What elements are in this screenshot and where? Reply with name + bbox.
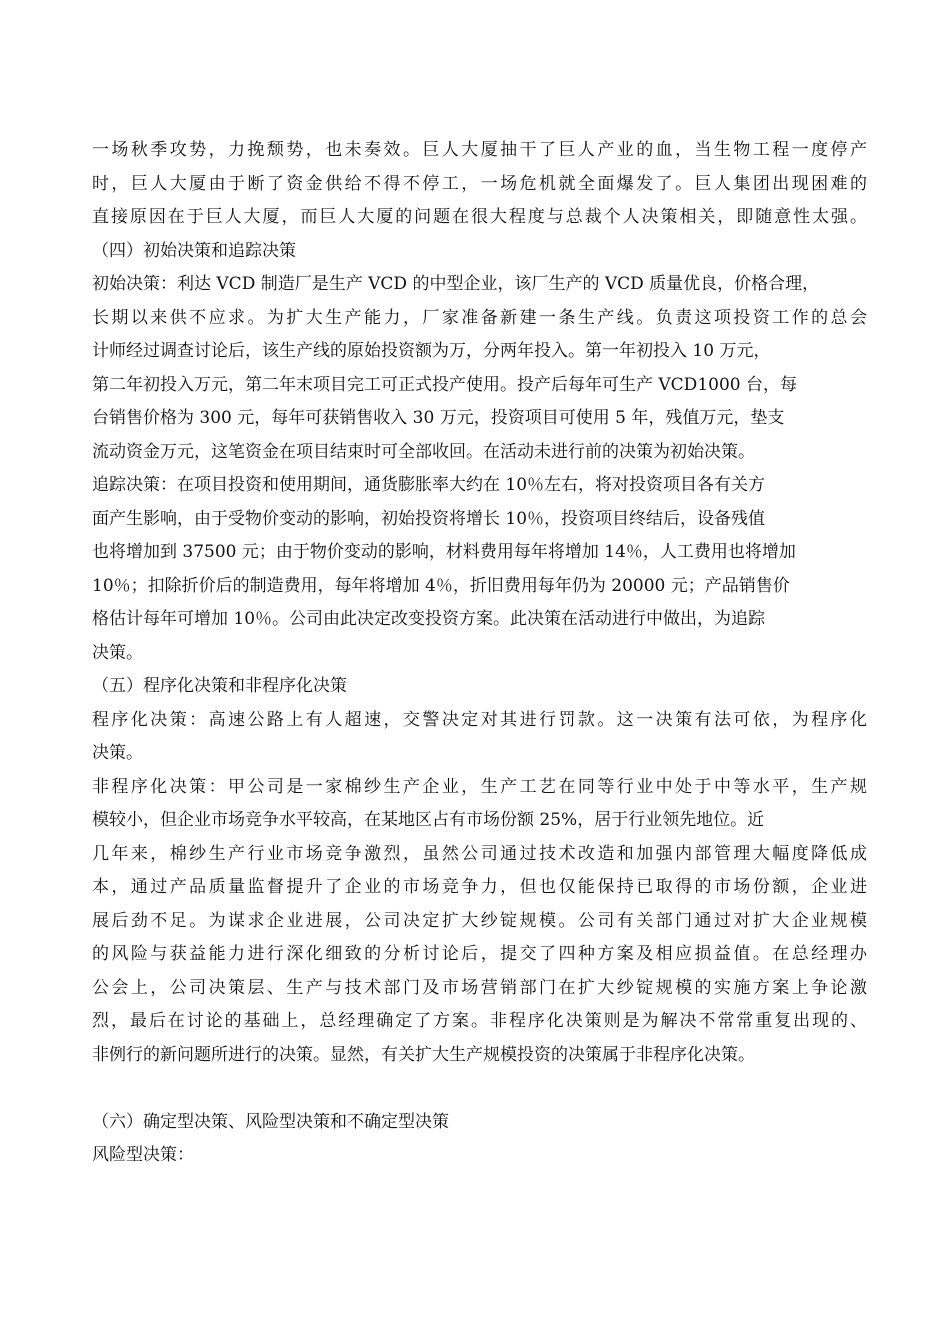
paragraph-line: 决策。: [92, 743, 143, 763]
paragraph-line: 格估计每年可增加 10％。公司由此决定改变投资方案。此决策在活动进行中做出，为追踪: [92, 609, 766, 629]
paragraph-line: 也将增加到 37500 元；由于物价变动的影响，材料费用每年将增加 14％，人工费用也将增加: [92, 542, 796, 562]
paragraph-line: 初始决策：利达 VCD 制造厂是生产 VCD 的中型企业，该厂生产的 VCD 质量优良，价格合理，: [92, 274, 820, 294]
paragraph-line: 计师经过调查讨论后，该生产线的原始投资额为万，分两年投入。第一年初投入 10 万元，: [92, 341, 771, 361]
paragraph-line: 非程序化决策：甲公司是一家棉纱生产企业，生产工艺在同等行业中处于中等水平，生产规: [92, 776, 867, 797]
paragraph-line: 时，巨人大厦由于断了资金供给不得不停工，一场危机就全面爆发了。巨人集团出现困难的: [92, 173, 867, 194]
paragraph-line: 非例行的新问题所进行的决策。显然，有关扩大生产规模投资的决策属于非程序化决策。: [92, 1044, 755, 1065]
paragraph-line: 程序化决策：高速公路上有人超速，交警决定对其进行罚款。这一决策有法可依，为程序化: [92, 709, 867, 730]
paragraph-line: 台销售价格为 300 元，每年可获销售收入 30 万元，投资项目可使用 5 年，残值万元，垫支: [92, 408, 785, 428]
section-heading-6: （六）确定型决策、风险型决策和不确定型决策: [92, 1111, 449, 1132]
paragraph-line: 直接原因在于巨人大厦，而巨人大厦的问题在很大程度与总裁个人决策相关，即随意性太强。: [92, 207, 867, 227]
section-heading-5: （五）程序化决策和非程序化决策: [92, 676, 347, 696]
paragraph-line: 长期以来供不应求。为扩大生产能力，厂家准备新建一条生产线。负责这项投资工作的总会: [92, 307, 867, 328]
paragraph-line: 流动资金万元，这笔资金在项目结束时可全部收回。在活动未进行前的决策为初始决策。: [92, 441, 755, 462]
paragraph-line: 的风险与获益能力进行深化细致的分析讨论后，提交了四种方案及相应损益值。在总经理办: [92, 944, 867, 964]
paragraph-line: 风险型决策：: [92, 1145, 194, 1165]
paragraph-line: 几年来，棉纱生产行业市场竞争激烈，虽然公司通过技术改造和加强内部管理大幅度降低成: [92, 843, 867, 864]
paragraph-line: 一场秋季攻势，力挽颓势，也未奏效。巨人大厦抽干了巨人产业的血，当生物工程一度停产: [92, 140, 867, 160]
section-heading-4: （四）初始决策和追踪决策: [92, 240, 296, 261]
paragraph-line: 烈，最后在讨论的基础上，总经理确定了方案。非程序化决策则是为解决不常常重复出现的、: [92, 1011, 867, 1031]
paragraph-line: 决策。: [92, 642, 143, 663]
paragraph-line: 公会上，公司决策层、生产与技术部门及市场营销部门在扩大纱锭规模的实施方案上争论激: [92, 977, 867, 998]
paragraph-line: 面产生影响，由于受物价变动的影响，初始投资将增长 10％，投资项目终结后，设备残值: [92, 508, 766, 529]
blank-line: [92, 1072, 867, 1106]
paragraph-line: 展后劲不足。为谋求企业进展，公司决定扩大纱锭规模。公司有关部门通过对扩大企业规模: [92, 910, 867, 931]
paragraph-line: 第二年初投入万元，第二年末项目完工可正式投产使用。投产后每年可生产 VCD1000 台，每: [92, 374, 797, 395]
document-body: [92, 134, 867, 1173]
paragraph-line: 10％；扣除折价后的制造费用，每年将增加 4％，折旧费用每年仍为 20000 元；产品销售价: [92, 575, 790, 596]
paragraph-line: 追踪决策：在项目投资和使用期间，通货膨胀率大约在 10％左右，将对投资项目各有关方: [92, 475, 766, 495]
paragraph-line: 本，通过产品质量监督提升了企业的市场竞争力，但也仅能保持已取得的市场份额，企业进: [92, 877, 867, 897]
paragraph-line: 模较小，但企业市场竞争水平较高，在某地区占有市场份额 25%，居于行业领先地位。近: [92, 810, 765, 830]
